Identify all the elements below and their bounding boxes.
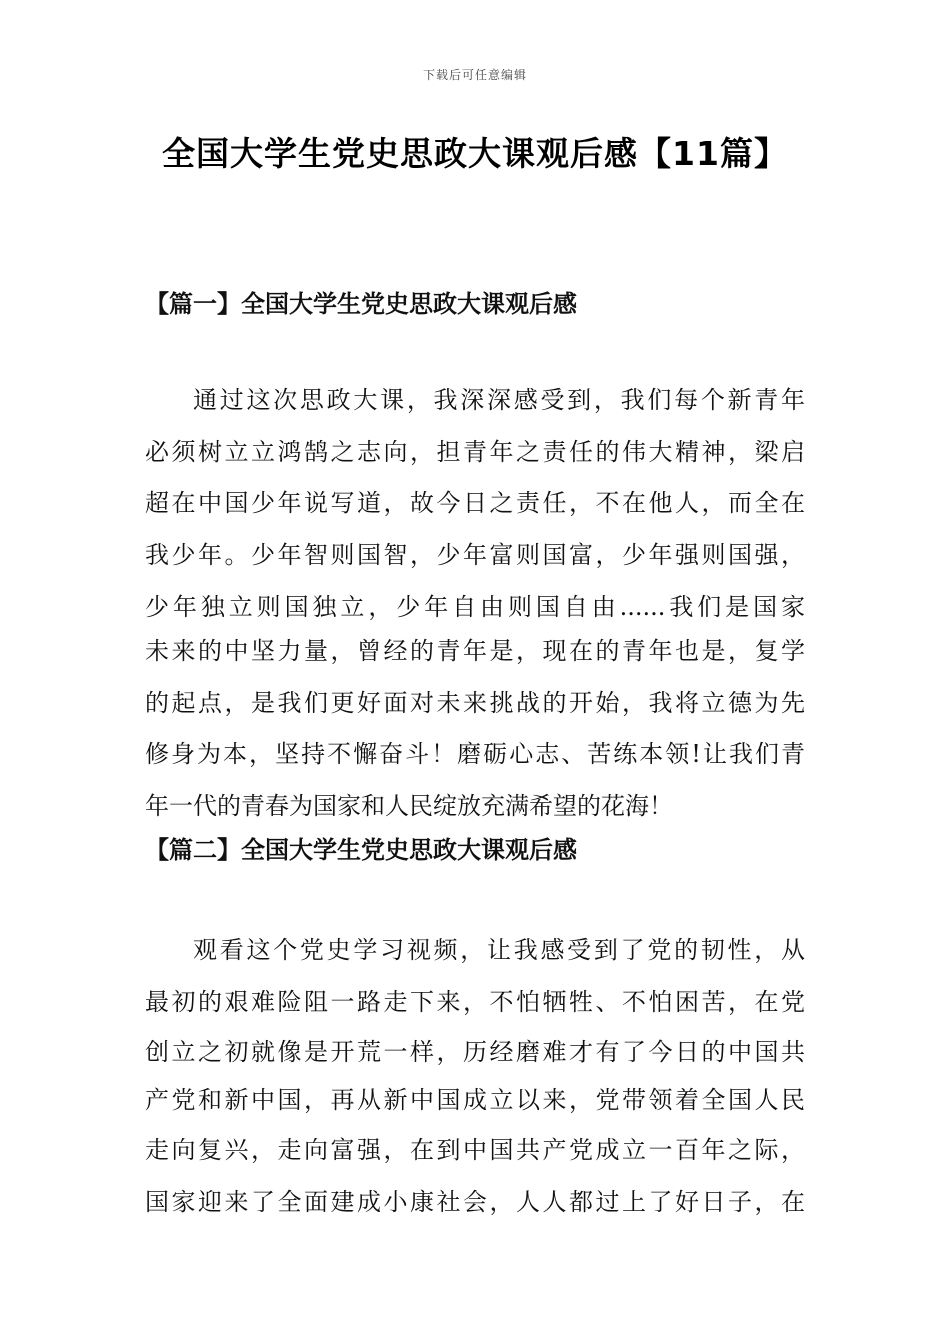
section-heading-2: 【篇二】全国大学生党史思政大课观后感 [145,835,577,864]
paragraph-line: 超在中国少年说写道，故今日之责任，不在他人，而全在 [145,489,805,517]
header-note: 下载后可任意编辑 [422,68,527,82]
paragraph-line: 国家迎来了全面建成小康社会，人人都过上了好日子，在 [145,1188,805,1216]
section-heading-1: 【篇一】全国大学生党史思政大课观后感 [145,289,577,318]
paragraph-line: 修身为本，坚持不懈奋斗！磨砺心志、苦练本领!让我们青 [145,740,805,768]
document-title: 全国大学生党史思政大课观后感【11篇】 [162,134,788,173]
paragraph-line: 少年独立则国独立，少年自由则国自由......我们是国家 [145,593,805,621]
paragraph-line: 创立之初就像是开荒一样，历经磨难才有了今日的中国共 [145,1038,805,1066]
paragraph-line: 的起点，是我们更好面对未来挑战的开始，我将立德为先 [145,689,805,717]
paragraph-line: 未来的中坚力量，曾经的青年是，现在的青年也是，复学 [145,637,805,665]
paragraph-line: 最初的艰难险阻一路走下来，不怕牺牲、不怕困苦，在党 [145,988,805,1016]
paragraph-line: 通过这次思政大课，我深深感受到，我们每个新青年 [193,386,805,414]
paragraph-line: 走向复兴，走向富强，在到中国共产党成立一百年之际， [145,1136,805,1164]
paragraph-line: 观看这个党史学习视频，让我感受到了党的韧性，从 [193,936,805,964]
paragraph-line: 产党和新中国，再从新中国成立以来，党带领着全国人民 [145,1086,805,1114]
paragraph-line: 我少年。少年智则国智，少年富则国富，少年强则国强， [145,541,805,569]
paragraph-line: 年一代的青春为国家和人民绽放充满希望的花海！ [145,792,673,820]
paragraph-line: 必须树立立鸿鹄之志向，担青年之责任的伟大精神，梁启 [145,438,805,466]
